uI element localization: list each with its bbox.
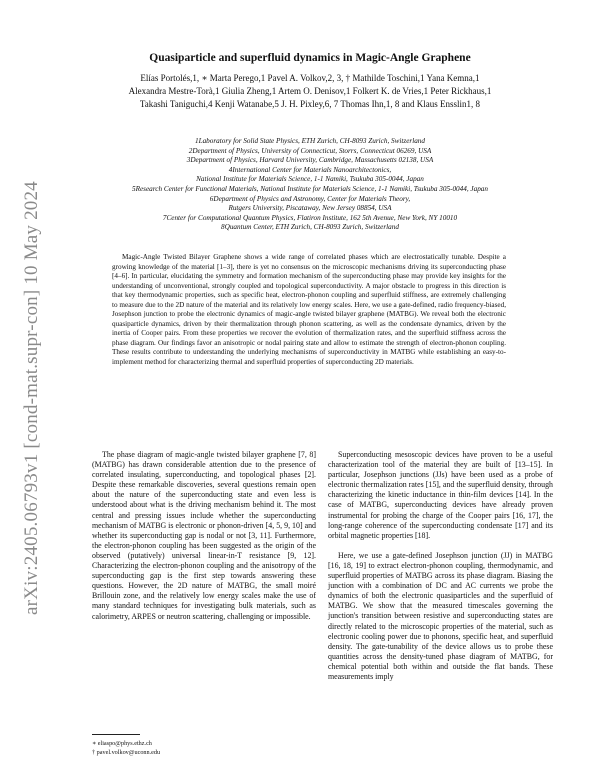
footnote-divider [92,734,140,735]
affiliation: 7Center for Computational Quantum Physics, Flatiron Institute, 162 5th Avenue, New York, NY 10010 [162,213,458,222]
affiliation: 2Department of Physics, University of Connecticut, Storrs, Connecticut 06269, USA [188,146,432,155]
affiliation: 1Laboratory for Solid State Physics, ETH Zurich, CH-8093 Zurich, Switzerland [194,137,425,145]
body-paragraph: The phase diagram of magic-angle twisted bilayer graphene [7, 8] (MATBG) has drawn considerable attention due to the presence of correlated insulating, superconducting, and topological phases [2]. Despite these remarkable discoveries, several questions remain open about the nature of the superconducting state and even less is understood about what is the driving mechanism behind it. The most central and pressing issues include whether the superconducting mechanism of MATBG is electronic or phonon-driven [4, 5, 9, 10] and whether its superconducting gap is nodal or not [3, 11]. Furthermore, the electron-phonon coupling has been suggested as the origin of the observed (putatively) universal linear-in-T resistance [9, 12]. Characterizing the electron-phonon coupling and the anisotropy of the superconducting gap is the first step towards answering these questions. However, the 2D nature of MATBG, the small moiré Brillouin zone, and the relatively low energy scales make the use of many standard techniques for investigating bulk materials, such as calorimetry, ARPES or neutron scattering, challenging or impossible. [92,450,316,621]
body-paragraph: Here, we use a gate-defined Josephson junction (JJ) in MATBG [16, 18, 19] to extract electron-phonon coupling, thermodynamic, and superfluid properties of MATBG across its phase diagram. Biasing the junction with a combination of DC and AC currents we probe the dynamics of both the electronic quasiparticles and the superfluid of MATBG. We show that the measured timescales governing the junction's transition between resistive and superconducting states are directly related to the microscopic properties of the material, such as electronic cooling power due to phonons, specific heat, and superfluid density. The gate-tunability of the device allows us to probe these quantities across the density-tuned phase diagram of MATBG, for chemical potential both within and outside the flat bands. These measurements imply [328,550,553,681]
footnote-email: † pavel.volkov@uconn.edu [92,749,161,756]
author-list [70,72,550,111]
affiliation: 4International Center for Materials Nanoarchitectonics, [228,165,392,174]
affiliation-list [70,137,550,233]
body-paragraph: Superconducting mesoscopic devices have proven to be a useful characterization tool of the material they are built of [13–15]. In particular, Josephson junctions (JJs) have been used as a probe of electronic thermalization rates [15], and the superfluid density, through characterizing the kinetic inductance in thin-film devices [14]. In the case of MATBG, superconducting devices have already proven instrumental for probing the charge of the Cooper pairs [16, 17], the long-range coherence of the superconducting condensate [17] and its orbital magnetic properties [18]. [328,450,553,540]
footnote-email: ∗ eliaspo@phys.ethz.ch [92,740,152,747]
left-column [92,450,316,622]
author-line: Alexandra Mestre-Torà,1 Giulia Zheng,1 Artem O. Denisov,1 Folkert K. de Vries,1 Peter Rickhaus,1 [128,86,492,96]
affiliation: National Institute for Materials Science, 1-1 Namiki, Tsukuba 305-0044, Japan [196,175,424,184]
affiliation: 6Department of Physics and Astronomy, Center for Materials Theory, [209,194,411,203]
affiliation: 8Quantum Center, ETH Zurich, CH-8093 Zurich, Switzerland [221,223,399,232]
affiliation: 5Research Center for Functional Materials, National Institute for Materials Science, 1-1 Namiki, Tsukuba 305-0044, Japan [131,184,488,193]
author-line: Takashi Taniguchi,4 Kenji Watanabe,5 J. H. Pixley,6, 7 Thomas Ihn,1, 8 and Klaus Ensslin1, 8 [139,99,481,109]
arxiv-sidebar-identifier: arXiv:2405.06793v1 [cond-mat.supr-con] 10 May 2024 [21,181,42,615]
right-column [328,450,553,682]
affiliation: 3Department of Physics, Harvard University, Cambridge, Massachusetts 02138, USA [186,156,434,165]
author-line: Elías Portolés,1, ∗ Marta Perego,1 Pavel A. Volkov,2, 3, † Mathilde Toschini,1 Yana Kemna,1 [140,73,480,83]
abstract: Magic-Angle Twisted Bilayer Graphene shows a wide range of correlated phases which are electrostatically tunable. Despite a growing knowledge of the material [1–3], there is yet no consensus on the microscopic mechanisms driving its superconducting phase [4–6]. In particular, elucidating the symmetry and formation mechanism of the superconducting phase may provide key insights for the understanding of unconventional, strongly coupled and topological superconductivity. A major obstacle to progress in this direction is that key thermodynamic properties, such as specific heat, electron-phonon coupling and superfluid stiffness, are extremely challenging to measure due to the 2D nature of the material and its relatively low energy scales. Here, we use a gate-defined, radio frequency-biased, Josephson junction to probe the electronic dynamics of magic-angle twisted bilayer graphene (MATBG). We reveal both the electronic quasiparticle dynamics, driven by their thermalization through phonon scattering, as well as the condensate dynamics, driven by the inertia of Cooper pairs. From these properties we recover the evolution of thermalization rates, and the superfluid stiffness across the phase diagram. Our findings favor an anisotropic or nodal pairing state and allow to estimate the strength of electron-phonon coupling. These results contribute to understanding the underlying mechanisms of superconductivity in MATBG while establishing an easy-to-implement method for characterizing thermal and superfluid properties of superconducting 2D materials. [112,253,506,367]
footnotes [92,739,316,757]
paper-title: Quasiparticle and superfluid dynamics in Magic-Angle Graphene [149,52,471,64]
affiliation: Rutgers University, Piscataway, New Jersey 08854, USA [228,204,392,213]
